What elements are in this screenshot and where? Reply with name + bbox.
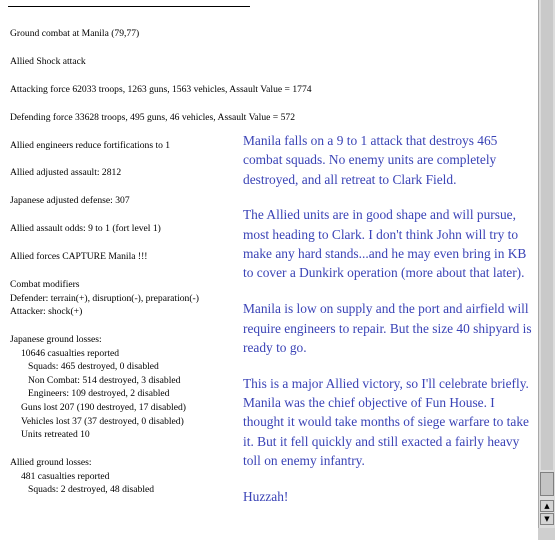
report-line: Squads: 2 destroyed, 48 disabled xyxy=(28,484,155,496)
report-spacer xyxy=(10,236,242,250)
report-spacer xyxy=(10,180,242,194)
commentary-paragraph: Manila is low on supply and the port and airfield will require engineers to repair. But the size 40 shipyard is ready to go. xyxy=(243,301,532,355)
report-line: Ground combat at Manila (79,77) xyxy=(10,28,140,39)
report-line: 10646 casualties reported xyxy=(21,347,120,359)
arrow-down-icon: ▼ xyxy=(544,515,550,523)
report-line: Guns lost 207 (190 destroyed, 17 disabled) xyxy=(21,402,186,414)
report-spacer xyxy=(10,319,242,333)
report-line: Engineers: 109 destroyed, 2 disabled xyxy=(28,388,170,400)
report-line: Japanese ground losses: xyxy=(10,334,102,346)
report-line: Allied Shock attack xyxy=(10,55,86,67)
scroll-down-button[interactable] xyxy=(540,513,554,525)
scroll-up-button[interactable] xyxy=(540,500,554,512)
report-spacer xyxy=(10,41,242,55)
report-spacer xyxy=(10,68,242,82)
report-spacer xyxy=(10,208,242,222)
report-spacer xyxy=(10,96,242,110)
report-line: Allied assault odds: 9 to 1 (fort level 1) xyxy=(10,223,161,235)
commentary-paragraph: This is a major Allied victory, so I'll celebrate briefly. Manila was the chief objective of Fun House. I thought it would take months of siege warfare to take it. But it fell quickly and still exacted a fairly heavy toll on enemy infantry. xyxy=(243,375,529,468)
report-spacer xyxy=(10,264,242,278)
report-line: Non Combat: 514 destroyed, 3 disabled xyxy=(28,374,181,386)
report-spacer xyxy=(10,152,242,166)
report-line: Squads: 465 destroyed, 0 disabled xyxy=(28,361,159,373)
report-line: 481 casualties reported xyxy=(21,470,110,482)
report-line: Allied forces CAPTURE Manila !!! xyxy=(10,251,148,263)
vertical-scrollbar[interactable] xyxy=(538,0,555,540)
commentary-paragraph: The Allied units are in good shape and will pursue, most heading to Clark. I don't think John will try to make any hard stands...and he may even bring in KB to cover a Dunkirk operation (more about that later). xyxy=(243,207,527,281)
report-line: Allied ground losses: xyxy=(10,457,92,469)
report-line: Attacking force 62033 troops, 1263 guns, 1563 vehicles, Assault Value = 1774 xyxy=(10,83,312,95)
commentary-paragraph: Manila falls on a 9 to 1 attack that destroys 465 combat squads. No enemy units are completely destroyed, and all retreat to Clark Field. xyxy=(243,133,498,187)
report-line: Units retreated 10 xyxy=(21,429,90,441)
commentary-text xyxy=(243,131,535,523)
report-line: Defender: terrain(+), disruption(-), preparation(-) xyxy=(10,292,199,304)
divider-line xyxy=(8,6,250,7)
scrollbar-track[interactable] xyxy=(541,0,553,470)
commentary-paragraph: Huzzah! xyxy=(243,488,289,504)
report-line: Allied engineers reduce fortifications to 1 xyxy=(10,139,171,151)
report-line: Combat modifiers xyxy=(10,279,80,291)
scrollbar-thumb[interactable] xyxy=(540,472,554,496)
report-spacer xyxy=(10,124,242,138)
report-spacer xyxy=(10,442,242,456)
scrollbar-corner xyxy=(538,528,555,540)
arrow-up-icon: ▲ xyxy=(544,502,550,510)
report-line: Allied adjusted assault: 2812 xyxy=(10,167,122,179)
report-line: Vehicles lost 37 (37 destroyed, 0 disabled) xyxy=(21,415,184,427)
report-line: Defending force 33628 troops, 495 guns, 46 vehicles, Assault Value = 572 xyxy=(10,111,296,123)
report-line: Japanese adjusted defense: 307 xyxy=(10,195,130,207)
report-line: Attacker: shock(+) xyxy=(10,306,83,318)
